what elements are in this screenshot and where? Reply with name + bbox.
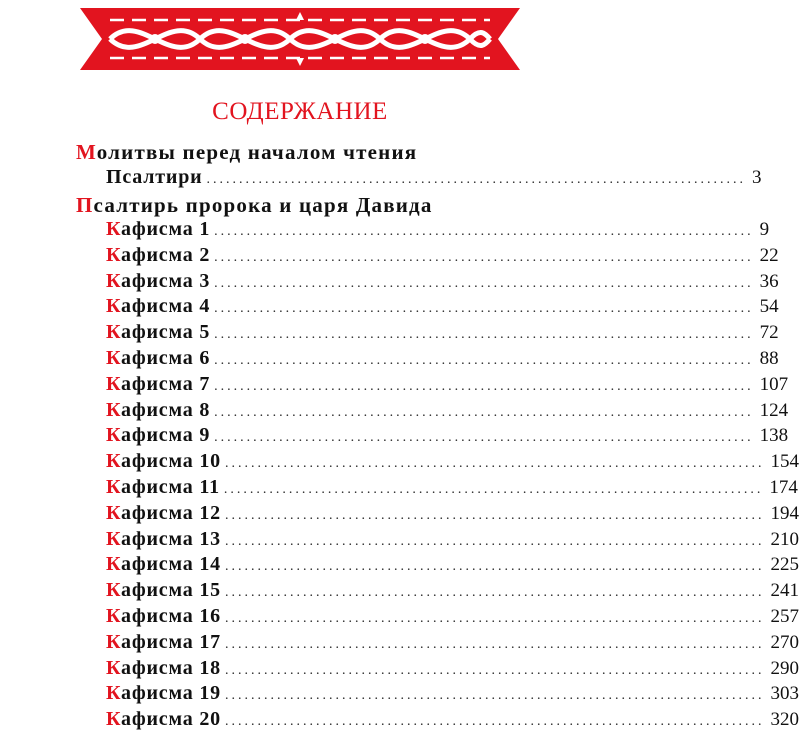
entry-label [106,321,210,344]
entry-label [106,244,210,267]
entry-label [106,708,221,731]
drop-cap: К [106,708,122,731]
leader-dots: ................................................................................... [214,327,754,343]
entry-label-text: афисма 2 [121,243,211,266]
toc-entry-kathisma [106,372,789,398]
section-heading-prayers [76,140,417,165]
drop-cap: К [106,501,122,524]
toc-entry-kathisma [106,682,799,707]
leader-dots: ................................................................................... [224,559,765,575]
knotwork-ornament-icon [80,8,520,70]
page-number: 36 [759,270,779,292]
page-number: 270 [770,631,799,653]
drop-cap: К [106,321,122,344]
drop-cap: К [106,269,122,292]
entry-label-text: афисма 4 [121,295,211,318]
toc-entry-kathisma [106,553,799,578]
leader-dots: ................................................................................... [214,301,754,317]
entry-label-text: афисма 18 [121,656,221,679]
leader-dots: ................................................................................... [206,172,746,187]
leader-dots: ................................................................................... [224,636,765,652]
drop-cap: К [106,630,122,653]
toc-entry-kathisma [106,321,779,346]
entry-label-text: афисма 13 [121,527,221,550]
page-number: 9 [759,219,770,240]
leader-dots: ................................................................................... [224,611,765,626]
entry-label-text: афисма 12 [121,501,221,524]
toc-entry-kathisma [106,295,779,320]
entry-label-text: афисма 11 [121,476,220,498]
entry-label [106,450,221,473]
toc-entry-kathisma [106,398,789,424]
entry-label-text: афисма 7 [121,372,211,395]
leader-dots: ................................................................................... [224,714,765,730]
page-number: 241 [770,580,799,602]
drop-cap: К [106,347,122,369]
drop-cap: К [106,682,122,705]
drop-cap: К [106,295,122,318]
entry-label [106,631,221,654]
toc-entry-kathisma [106,501,799,527]
entry-label [106,502,221,525]
entry-label-text: афисма 16 [121,605,221,627]
page-number: 3 [751,167,762,188]
page-number: 303 [770,683,799,705]
drop-cap: П [76,193,94,217]
entry-label-text: афисма 1 [121,218,211,240]
entry-label-text: афисма 6 [121,347,211,369]
entry-label-text: афисма 5 [121,321,211,344]
entry-label [106,218,210,241]
drop-cap: К [106,656,122,679]
toc-entry-kathisma [106,476,798,501]
entry-label [106,373,210,396]
page-number: 54 [759,296,779,318]
entry-label-text: афисма 15 [121,579,221,602]
page-number: 194 [770,502,799,524]
leader-dots: ................................................................................... [214,249,754,265]
drop-cap: К [106,243,122,266]
section-heading-text: олитвы перед началом чтения [96,140,418,164]
leader-dots: ................................................................................... [214,430,754,446]
drop-cap: К [106,476,122,498]
drop-cap: К [106,218,122,240]
page-number: 225 [770,554,799,576]
page-number: 154 [770,451,799,473]
page-title: СОДЕРЖАНИЕ [212,98,388,125]
drop-cap: К [106,579,122,602]
section-heading-text: салтирь пророка и царя Давида [93,193,433,217]
entry-label-text: афисма 8 [121,398,211,421]
entry-label-text: афисма 14 [121,553,221,576]
toc-entry-kathisma [106,579,799,604]
toc-entry-kathisma [106,218,770,243]
toc-entry-kathisma [106,450,799,475]
toc-entry-prayers [106,166,762,191]
leader-dots: ................................................................................... [214,353,754,368]
entry-label [106,553,221,576]
toc-entry-kathisma [106,269,779,295]
toc-entry-kathisma [106,347,779,372]
page-number: 22 [759,244,779,266]
entry-label-text: афисма 3 [121,269,211,292]
drop-cap: К [106,424,122,447]
toc-entry-kathisma [106,708,799,733]
entry-label-text: афисма 19 [121,682,221,705]
drop-cap: К [106,605,122,627]
toc-entry-kathisma [106,527,799,553]
leader-dots: ................................................................................... [214,275,754,291]
page-number: 138 [759,425,789,447]
section-heading-psalter [76,193,433,218]
entry-label [106,579,221,602]
entry-label [106,347,210,370]
leader-dots: ................................................................................... [224,585,765,601]
page-number: 290 [770,657,799,679]
page-number: 107 [759,373,789,395]
drop-cap: М [76,140,97,164]
page-number: 124 [759,399,789,421]
drop-cap: К [106,398,122,421]
entry-label-text: афисма 20 [121,708,221,731]
toc-entry-kathisma [106,630,799,656]
toc-entry-kathisma [106,605,799,630]
page-number: 320 [770,709,799,731]
leader-dots: ................................................................................... [224,688,765,704]
entry-label [106,605,221,628]
entry-label [106,528,221,551]
leader-dots: ................................................................................... [224,507,765,523]
leader-dots: ................................................................................... [214,404,754,420]
drop-cap: К [106,450,122,473]
leader-dots: ................................................................................... [224,456,765,472]
toc-entry-kathisma [106,656,799,682]
leader-dots: ................................................................................... [214,224,754,239]
drop-cap: К [106,372,122,395]
leader-dots: ................................................................................... [214,378,754,394]
entry-label-text: афисма 17 [121,630,221,653]
entry-label-text: афисма 9 [121,424,211,447]
page-number: 174 [769,477,798,498]
toc-entry-kathisma [106,424,789,449]
entry-label: Псалтири [106,166,203,188]
leader-dots: ................................................................................... [224,662,765,678]
entry-label [106,476,220,499]
page-number: 88 [759,348,779,369]
entry-label [106,424,210,447]
entry-label [106,682,221,705]
entry-label [106,399,210,422]
page-number: 72 [759,322,779,344]
page-number: 257 [770,606,799,627]
entry-label [106,295,210,318]
toc-entry-kathisma [106,243,779,269]
leader-dots: ................................................................................... [224,533,765,549]
entry-label [106,270,210,293]
drop-cap: К [106,527,122,550]
leader-dots: ................................................................................... [223,482,764,497]
entry-label-text: афисма 10 [121,450,221,473]
page-number: 210 [770,528,799,550]
drop-cap: К [106,553,122,576]
entry-label [106,657,221,680]
